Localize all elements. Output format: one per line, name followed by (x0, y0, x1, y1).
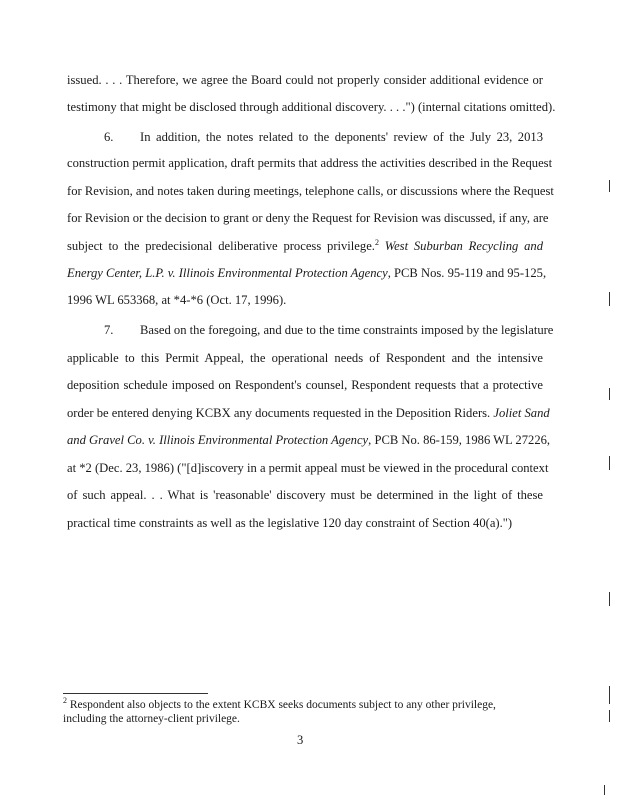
footnote-line: including the attorney-client privilege. (63, 713, 240, 725)
scan-mark (609, 710, 610, 722)
case-citation: Energy Center, L.P. v. Illinois Environmental Protection Agency (67, 266, 388, 280)
scan-mark (609, 686, 610, 704)
body-line (67, 265, 547, 281)
case-citation: and Gravel Co. v. Illinois Environmental Protection Agency (67, 433, 369, 447)
body-text: subject to the predecisional deliberative process privilege. (67, 239, 375, 253)
case-citation: West Suburban Recycling and (384, 239, 543, 253)
body-line: construction permit application, draft permits that address the activities described in the Request (67, 156, 553, 170)
footnote-reference: 2 (374, 237, 379, 247)
footnote-mark: 2 (63, 696, 67, 706)
footnote-text: Respondent also objects to the extent KCBX seeks documents subject to any other privilege, (69, 699, 496, 711)
body-line: 1996 WL 653368, at *4-*6 (Oct. 17, 1996). (67, 293, 287, 307)
scan-mark (604, 785, 605, 795)
paragraph-number-6: 6. (104, 130, 114, 144)
scan-mark (609, 292, 610, 306)
scan-mark (609, 592, 610, 606)
body-text: order be entered denying KCBX any documents requested in the Deposition Riders. (67, 406, 491, 420)
body-line: In addition, the notes related to the deponents' review of the July 23, 2013 (140, 130, 543, 144)
body-line: for Revision or the decision to grant or deny the Request for Revision was discussed, if any, are (67, 211, 549, 225)
body-line: applicable to this Permit Appeal, the operational needs of Respondent and the intensive (67, 351, 543, 365)
body-line: at *2 (Dec. 23, 1986) ("[d]iscovery in a permit appeal must be viewed in the procedural context (67, 461, 549, 475)
body-text: , PCB Nos. 95-119 and 95-125, (387, 266, 547, 280)
footnote-divider (63, 693, 208, 694)
body-line (67, 238, 543, 254)
body-line: issued. . . . Therefore, we agree the Board could not properly consider additional evidence or (67, 73, 543, 87)
page-number: 3 (297, 733, 304, 747)
body-line: testimony that might be disclosed through additional discovery. . . .") (internal citations omitted). (67, 100, 556, 114)
body-line (67, 432, 551, 448)
body-text: , PCB No. 86-159, 1986 WL 27226, (368, 433, 551, 447)
case-citation: Joliet Sand (493, 406, 550, 420)
scan-mark (609, 180, 610, 192)
scan-mark (609, 388, 610, 400)
scan-mark (609, 456, 610, 470)
body-line: of such appeal. . . What is 'reasonable' discovery must be determined in the light of these (67, 488, 543, 502)
body-line: practical time constraints as well as the legislative 120 day constraint of Section 40(a).") (67, 516, 513, 530)
footnote-line (63, 698, 545, 712)
body-line (67, 405, 550, 421)
body-line: Based on the foregoing, and due to the time constraints imposed by the legislature (140, 323, 554, 337)
body-line: deposition schedule imposed on Respondent's counsel, Respondent requests that a protective (67, 378, 543, 392)
body-line: for Revision, and notes taken during meetings, telephone calls, or discussions where the Request (67, 184, 554, 198)
paragraph-number-7: 7. (104, 323, 114, 337)
